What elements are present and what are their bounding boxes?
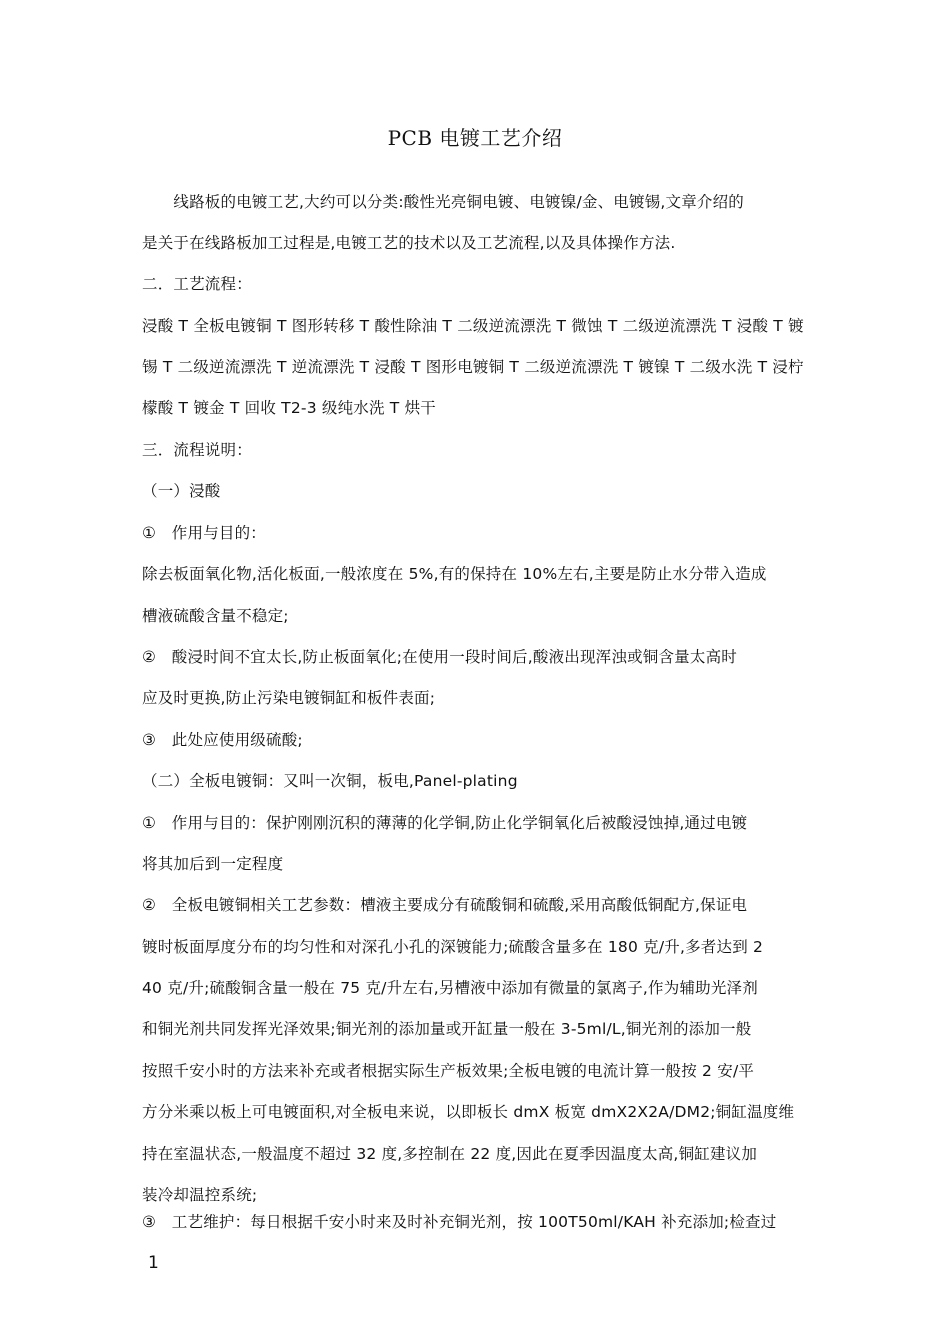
- text-line: 持在室温状态,一般温度不超过 32 度,多控制在 22 度,因此在夏季因温度太高,铜缸建议加: [142, 1145, 758, 1163]
- page-number: 1: [148, 1253, 159, 1273]
- text-line: 除去板面氧化物,活化板面,一般浓度在 5%,有的保持在 10%左右,主要是防止水分带入造成: [142, 565, 767, 583]
- text-line: 线路板的电镀工艺,大约可以分类:酸性光亮铜电镀、电镀镍/金、电镀锡,文章介绍的: [142, 193, 745, 211]
- text-line: 槽液硫酸含量不稳定;: [142, 607, 289, 625]
- text-line: ① 作用与目的：: [142, 524, 266, 542]
- text-line: 镀时板面厚度分布的均匀性和对深孔小孔的深镀能力;硫酸含量多在 180 克/升,多者达到 2: [142, 938, 764, 956]
- text-line: ③ 工艺维护：每日根据千安小时来及时补充铜光剂，按 100T50ml/KAH 补充添加;检查过: [142, 1213, 777, 1231]
- text-line: 檬酸 T 镀金 T 回收 T2-3 级纯水洗 T 烘干: [142, 399, 437, 417]
- text-line: ② 酸浸时间不宜太长,防止板面氧化;在使用一段时间后,酸液出现浑浊或铜含量太高时: [142, 648, 737, 666]
- subsection-heading: （一）浸酸: [142, 482, 221, 500]
- text-line: ③ 此处应使用级硫酸;: [142, 731, 303, 749]
- section-heading: 二．工艺流程：: [142, 275, 252, 293]
- text-line: 应及时更换,防止污染电镀铜缸和板件表面;: [142, 689, 436, 707]
- text-line: 按照千安小时的方法来补充或者根据实际生产板效果;全板电镀的电流计算一般按 2 安/平: [142, 1062, 755, 1080]
- text-line: 浸酸 T 全板电镀铜 T 图形转移 T 酸性除油 T 二级逆流漂洗 T 微蚀 T 二级逆流漂洗 T 浸酸 T 镀: [142, 317, 804, 335]
- text-line: 40 克/升;硫酸铜含量一般在 75 克/升左右,另槽液中添加有微量的氯离子,作为辅助光泽剂: [142, 979, 758, 997]
- page-title: PCB 电镀工艺介绍: [387, 126, 563, 150]
- text-line: 是关于在线路板加工过程是,电镀工艺的技术以及工艺流程,以及具体操作方法.: [142, 234, 676, 252]
- text-line: 锡 T 二级逆流漂洗 T 逆流漂洗 T 浸酸 T 图形电镀铜 T 二级逆流漂洗 T 镀镍 T 二级水洗 T 浸柠: [142, 358, 804, 376]
- text-line: ② 全板电镀铜相关工艺参数：槽液主要成分有硫酸铜和硫酸,采用高酸低铜配方,保证电: [142, 896, 748, 914]
- text-line: 装冷却温控系统;: [142, 1186, 258, 1204]
- text-line: 和铜光剂共同发挥光泽效果;铜光剂的添加量或开缸量一般在 3-5ml/L,铜光剂的添加一般: [142, 1020, 752, 1038]
- text-line: 方分米乘以板上可电镀面积,对全板电来说，以即板长 dmX 板宽 dmX2X2A/DM2;铜缸温度维: [142, 1103, 795, 1121]
- text-line: 将其加后到一定程度: [142, 855, 284, 873]
- subsection-heading: （二）全板电镀铜：又叫一次铜，板电,Panel-plating: [142, 772, 518, 790]
- text-line: ① 作用与目的：保护刚刚沉积的薄薄的化学铜,防止化学铜氧化后被酸浸蚀掉,通过电镀: [142, 814, 748, 832]
- section-heading: 三．流程说明：: [142, 441, 252, 459]
